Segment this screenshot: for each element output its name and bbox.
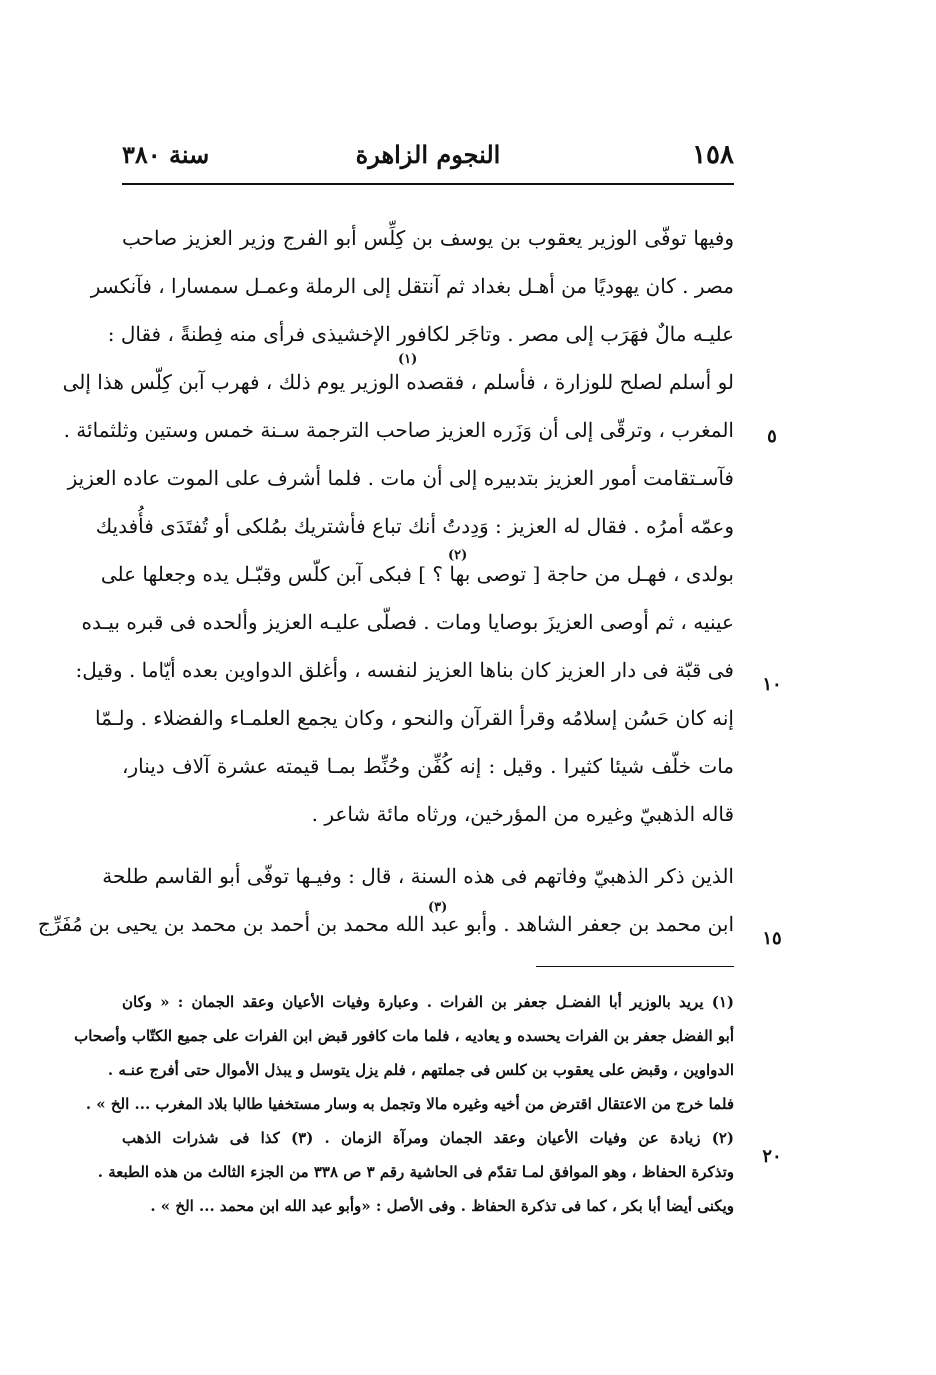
margin-line-number: ١٥: [762, 928, 782, 949]
book-title: النجوم الزاهرة: [355, 140, 501, 169]
footnote-marker-3: (٣): [428, 900, 448, 915]
text-line: عليـه مالٌ فهَرَب إلى مصر . وتاجَر لكافور الإخشيذى فرأى منه فِطنةً ، فقال :: [107, 322, 734, 346]
text-line: ابن محمد بن جعفر الشاهد . وأبو عبد الله محمد بن أحمد بن محمد بن يحيى بن مُفَرِّج: [37, 912, 734, 936]
text-line: مات خلّف شيئا كثيرا . وقيل : إنه كُفِّن وحُنِّط بمـا قيمته عشرة آلاف دينار،: [122, 754, 735, 778]
footnote-line: فلما خرج من الاعتقال اقترض من أخيه وغيره مالا وتجمل به وسار مستخفيا طالبا بلاد المغرب ... الخ » .: [85, 1095, 734, 1113]
footnotes: [74, 985, 734, 1223]
footnote-line: الدواوين ، وقبض على يعقوب بن كلس فى جملتهم ، فلم يزل يتوسل و يبذل الأموال حتى أفرج عنـه .: [107, 1061, 734, 1079]
text-line: قاله الذهبيّ وغيره من المؤرخين، ورثاه مائة شاعر .: [311, 802, 734, 826]
footnote-line: (٢) زيادة عن وفيات الأعيان وعقد الجمان ومرآة الزمان . (٣) كذا فى شذرات الذهب: [122, 1129, 734, 1147]
text-line: لو أسلم لصلح للوزارة ، فأسلم ، فقصده الوزير يوم ذلك ، فهرب آبن كِلّس هذا إلى: [62, 370, 734, 394]
footnote-marker-2: (٢): [448, 548, 468, 563]
text-line: عينيه ، ثم أوصى العزيزَ بوصايا ومات . فصلّى عليـه العزيز وألحده فى قبره بيـده: [81, 610, 734, 634]
footnote-line: ويكنى أيضا أبا بكر ، كما فى تذكرة الحفاظ . وفى الأصل : «وأبو عبد الله ابن محمد ... الخ » .: [150, 1197, 734, 1215]
text-line: إنه كان حَسُن إسلامُه وقرأ القرآن والنحو ، وكان يجمع العلمـاء والفضلاء . ولـمّا: [94, 706, 734, 730]
text-line: بولدى ، فهـل من حاجة [ توصى بها ؟ ] فبكى آبن كلّس وقبّـل يده وجعلها على: [100, 562, 734, 586]
margin-line-number: ٢٠: [762, 1146, 782, 1167]
footnote-marker-1: (١): [398, 352, 418, 367]
page-number: ١٥٨: [692, 140, 734, 170]
paragraph-gap: [122, 838, 734, 852]
main-text: [37, 214, 735, 948]
margin-line-number: ٥: [767, 426, 777, 447]
text-line: فى قبّة فى دار العزيز كان بناها العزيز لنفسه ، وأغلق الدواوين بعده أيّاما . وقيل:: [75, 658, 734, 682]
text-line: الذين ذكر الذهبيّ وفاتهم فى هذه السنة ، قال : وفيـها توفّى أبو القاسم طلحة: [102, 864, 734, 888]
header-rule: [122, 183, 734, 185]
running-header: [122, 140, 734, 180]
margin-line-number: ١٠: [762, 674, 782, 695]
year-heading: سنة ٣٨٠: [122, 140, 210, 169]
text-line: وفيها توفّى الوزير يعقوب بن يوسف بن كِلِّس أبو الفرج وزير العزيز صاحب: [122, 226, 734, 250]
footnote-line: أبو الفضل جعفر بن الفرات يحسده و يعاديه ، فلما مات كافور قبض ابن الفرات على جميع الكتّاب وأصحاب: [74, 1027, 734, 1045]
text-line: المغرب ، وترقّى إلى أن وَزَره العزيز صاحب الترجمة سـنة خمس وستين وثلثمائة .: [63, 418, 734, 442]
footnote-line: (١) يريد بالوزير أبا الفضـل جعفر بن الفرات . وعبارة وفيات الأعيان وعقد الجمان : « وكان: [122, 993, 734, 1011]
footnote-rule: [536, 966, 734, 967]
text-line: فآسـتقامت أمور العزيز بتدبيره إلى أن مات . فلما أشرف على الموت عاده العزيز: [67, 466, 734, 490]
footnote-line: وتذكرة الحفاظ ، وهو الموافق لمـا تقدّم فى الحاشية رقم ٣ ص ٣٣٨ من الجزء الثالث من هذه الطبعة .: [97, 1163, 734, 1181]
text-line: وعمّه أمرُه . فقال له العزيز : وَدِدتُ أنك تباع فأشتريك بمُلكى أو تُفتَدَى فأُفديك: [95, 514, 734, 538]
text-line: مصر . كان يهوديًا من أهـل بغداد ثم آنتقل إلى الرملة وعمـل سمسارا ، فآنكسر: [90, 274, 734, 298]
